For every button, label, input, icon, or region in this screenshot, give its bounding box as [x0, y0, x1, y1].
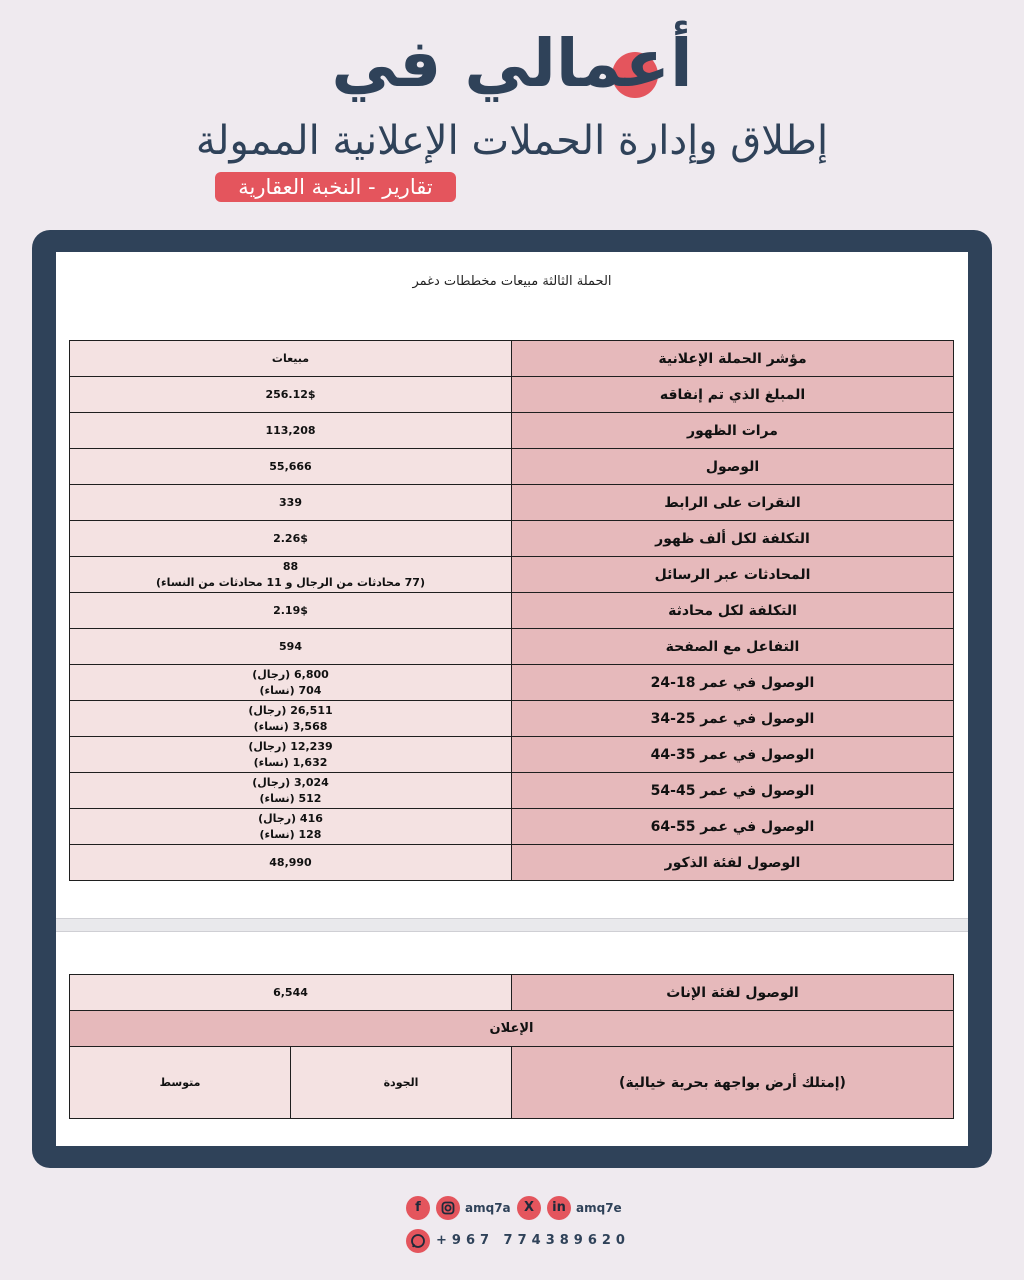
campaign-metrics-table — [69, 340, 954, 881]
table-row — [70, 665, 954, 701]
handle-primary[interactable]: amq7a — [465, 1201, 511, 1215]
table-row — [70, 737, 954, 773]
campaign-metrics-table-continued — [69, 974, 954, 1119]
metric-label: النقرات على الرابط — [512, 485, 954, 521]
metric-value — [70, 737, 512, 773]
table-row — [70, 701, 954, 737]
table-row — [70, 593, 954, 629]
metric-value-line: 512 (نساء) — [259, 791, 322, 805]
metric-value-line: 594 — [279, 639, 302, 653]
metric-label: الوصول في عمر 25-34 — [512, 701, 954, 737]
table-row — [70, 485, 954, 521]
table-row — [70, 975, 954, 1011]
instagram-icon[interactable] — [436, 1196, 460, 1220]
metric-label: الوصول — [512, 449, 954, 485]
metric-label: الوصول في عمر 55-64 — [512, 809, 954, 845]
ad-section-header: الإعلان — [70, 1011, 954, 1047]
metric-label: الوصول في عمر 45-54 — [512, 773, 954, 809]
metric-label: الوصول لفئة الذكور — [512, 845, 954, 881]
metric-label: مؤشر الحملة الإعلانية — [512, 341, 954, 377]
metric-value-line: 3,568 (نساء) — [253, 719, 328, 733]
table-row — [70, 809, 954, 845]
metric-value-line: 2.26$ — [273, 531, 308, 545]
facebook-icon[interactable]: f — [406, 1196, 430, 1220]
metric-value — [70, 701, 512, 737]
metric-value-line: 12,239 (رجال) — [248, 739, 333, 753]
metric-value — [70, 629, 512, 665]
table-row — [70, 1047, 954, 1119]
metric-value-line: 339 — [279, 495, 302, 509]
metric-value — [70, 341, 512, 377]
metric-value: 6,544 — [70, 975, 512, 1011]
metric-value-line: مبيعات — [271, 351, 310, 365]
table-row — [70, 377, 954, 413]
metric-label: التكلفة لكل محادثة — [512, 593, 954, 629]
metric-value-line: 704 (نساء) — [259, 683, 322, 697]
metric-value — [70, 593, 512, 629]
metric-label: الوصول في عمر 35-44 — [512, 737, 954, 773]
quality-value: متوسط — [70, 1047, 291, 1119]
metric-label: التكلفة لكل ألف ظهور — [512, 521, 954, 557]
metric-value-line: 1,632 (نساء) — [253, 755, 328, 769]
metric-value — [70, 557, 512, 593]
metric-value-line: 26,511 (رجال) — [248, 703, 333, 717]
metric-label: الوصول لفئة الإناث — [512, 975, 954, 1011]
document-title: الحملة الثالثة مبيعات مخططات دغمر — [412, 274, 612, 289]
metric-value — [70, 449, 512, 485]
report-tag: تقارير - النخبة العقارية — [215, 172, 456, 202]
table-row — [70, 1011, 954, 1047]
metric-value — [70, 809, 512, 845]
phone-number[interactable]: +967 774389620 — [436, 1233, 630, 1248]
metric-value-line: 256.12$ — [265, 387, 316, 401]
metric-value — [70, 521, 512, 557]
metric-value-line: 3,024 (رجال) — [252, 775, 329, 789]
x-icon[interactable]: X — [517, 1196, 541, 1220]
metric-label: التفاعل مع الصفحة — [512, 629, 954, 665]
metric-value — [70, 485, 512, 521]
header — [0, 0, 1024, 230]
table-row — [70, 521, 954, 557]
brand-title: أعمالي في — [331, 25, 693, 102]
handle-secondary[interactable]: amq7e — [576, 1201, 622, 1215]
table-row — [70, 557, 954, 593]
ad-name: (إمتلك أرض بواجهة بحرية خيالية) — [512, 1047, 954, 1119]
table-row — [70, 845, 954, 881]
metric-value-line: 6,800 (رجال) — [252, 667, 329, 681]
whatsapp-icon[interactable] — [406, 1229, 430, 1253]
metric-value — [70, 773, 512, 809]
metric-value-line: 113,208 — [265, 423, 316, 437]
metric-value-line: 128 (نساء) — [259, 827, 322, 841]
footer — [0, 1190, 1024, 1260]
metric-value-line: 88 — [282, 559, 299, 573]
quality-label: الجودة — [291, 1047, 512, 1119]
metric-label: مرات الظهور — [512, 413, 954, 449]
table-row — [70, 629, 954, 665]
metric-label: المحادثات عبر الرسائل — [512, 557, 954, 593]
table-row — [70, 413, 954, 449]
metric-value-line: 55,666 — [269, 459, 312, 473]
metric-value-line: 2.19$ — [273, 603, 308, 617]
metric-label: المبلغ الذي تم إنفاقه — [512, 377, 954, 413]
page-break — [56, 918, 968, 932]
metric-value — [70, 665, 512, 701]
table-row — [70, 341, 954, 377]
metric-value — [70, 377, 512, 413]
page-subtitle: إطلاق وإدارة الحملات الإعلانية الممولة — [195, 118, 829, 164]
metric-value-line: 48,990 — [269, 855, 312, 869]
metric-label: الوصول في عمر 18-24 — [512, 665, 954, 701]
metric-value-line: (77 محادثات من الرجال و 11 محادثات من النساء) — [156, 575, 425, 589]
table-row — [70, 449, 954, 485]
metric-value-line: 416 (رجال) — [258, 811, 323, 825]
linkedin-icon[interactable]: in — [547, 1196, 571, 1220]
metric-value — [70, 413, 512, 449]
table-row — [70, 773, 954, 809]
metric-value — [70, 845, 512, 881]
